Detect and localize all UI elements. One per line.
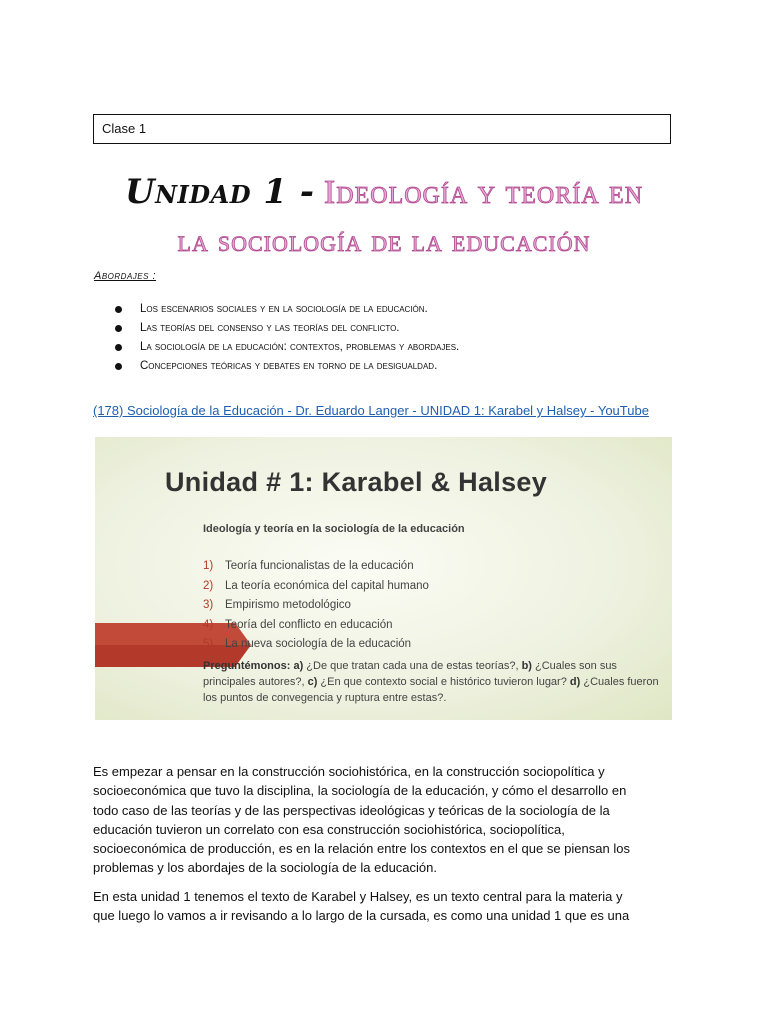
unit-number: Unidad 1 - — [124, 172, 315, 212]
list-item: Las teorías del consenso y las teorías del conflicto. — [112, 319, 459, 338]
unit-title-line-1 — [0, 170, 768, 215]
unit-title-part-1: Ideología y teoría en — [323, 174, 644, 211]
bullet-icon — [115, 325, 122, 332]
slide-subtitle: Ideología y teoría en la sociología de la educación — [203, 523, 465, 535]
bullet-icon — [115, 306, 122, 313]
list-item: La sociología de la educación: contextos, problemas y abordajes. — [112, 338, 459, 357]
bullet-icon — [115, 363, 122, 370]
slide-theory-list — [203, 557, 429, 655]
body-paragraph-1: Es empezar a pensar en la construcción sociohistórica, en la construcción sociopolítica y socioeconómica que tuvo la disciplina, la sociología de la educación, y cómo el desarrollo en todo caso de las teorías y de las perspectivas ideológicas y teóricas de la sociología de la educación tuvieron un correlato con esa construcción sociohistórica, sociopolítica, socioeconómica de producción, es en la relación entre los contextos en el que se piensan los problemas y los abordajes de la sociología de la educación. — [93, 764, 630, 876]
body-paragraph-2: En esta unidad 1 tenemos el texto de Karabel y Halsey, es un texto central para la materia y que luego lo vamos a ir revisando a lo largo de la cursada, es como una unidad 1 que es una — [93, 889, 630, 924]
class-label: Clase 1 — [102, 121, 147, 136]
slide-image — [95, 437, 672, 720]
slide-title: Unidad # 1: Karabel & Halsey — [165, 467, 548, 497]
list-item: 2) La teoría económica del capital humano — [203, 579, 429, 592]
list-item: 1) Teoría funcionalistas de la educación — [203, 560, 414, 572]
class-label-box — [93, 114, 671, 144]
unit-title-line-2 — [0, 220, 768, 260]
unit-title-part-2: la sociología de la educación — [177, 222, 591, 258]
list-item: Concepciones teóricas y debates en torno de la desigualdad. — [112, 357, 459, 376]
list-item: 4) Teoría del conflicto en educación — [203, 618, 393, 631]
list-item: 3) Empirismo metodológico — [203, 599, 351, 611]
abordajes-list — [112, 300, 459, 376]
list-item: Los escenarios sociales y en la sociología de la educación. — [112, 300, 459, 319]
youtube-video-link[interactable]: (178) Sociología de la Educación - Dr. Eduardo Langer - UNIDAD 1: Karabel y Halsey - YouTube — [93, 403, 649, 418]
slide-questions: Preguntémonos: a) ¿De que tratan cada una de estas teorías?, b) ¿Cuales son sus principales autores?, c) ¿En que contexto social e histórico tuvieron lugar? d) ¿Cuales fueron los puntos de convegencia y ruptura entre estas?. — [203, 660, 659, 704]
list-item: 5) La nueva sociología de la educación — [203, 638, 412, 650]
abordajes-heading: Abordajes : — [94, 270, 157, 282]
bullet-icon — [115, 344, 122, 351]
